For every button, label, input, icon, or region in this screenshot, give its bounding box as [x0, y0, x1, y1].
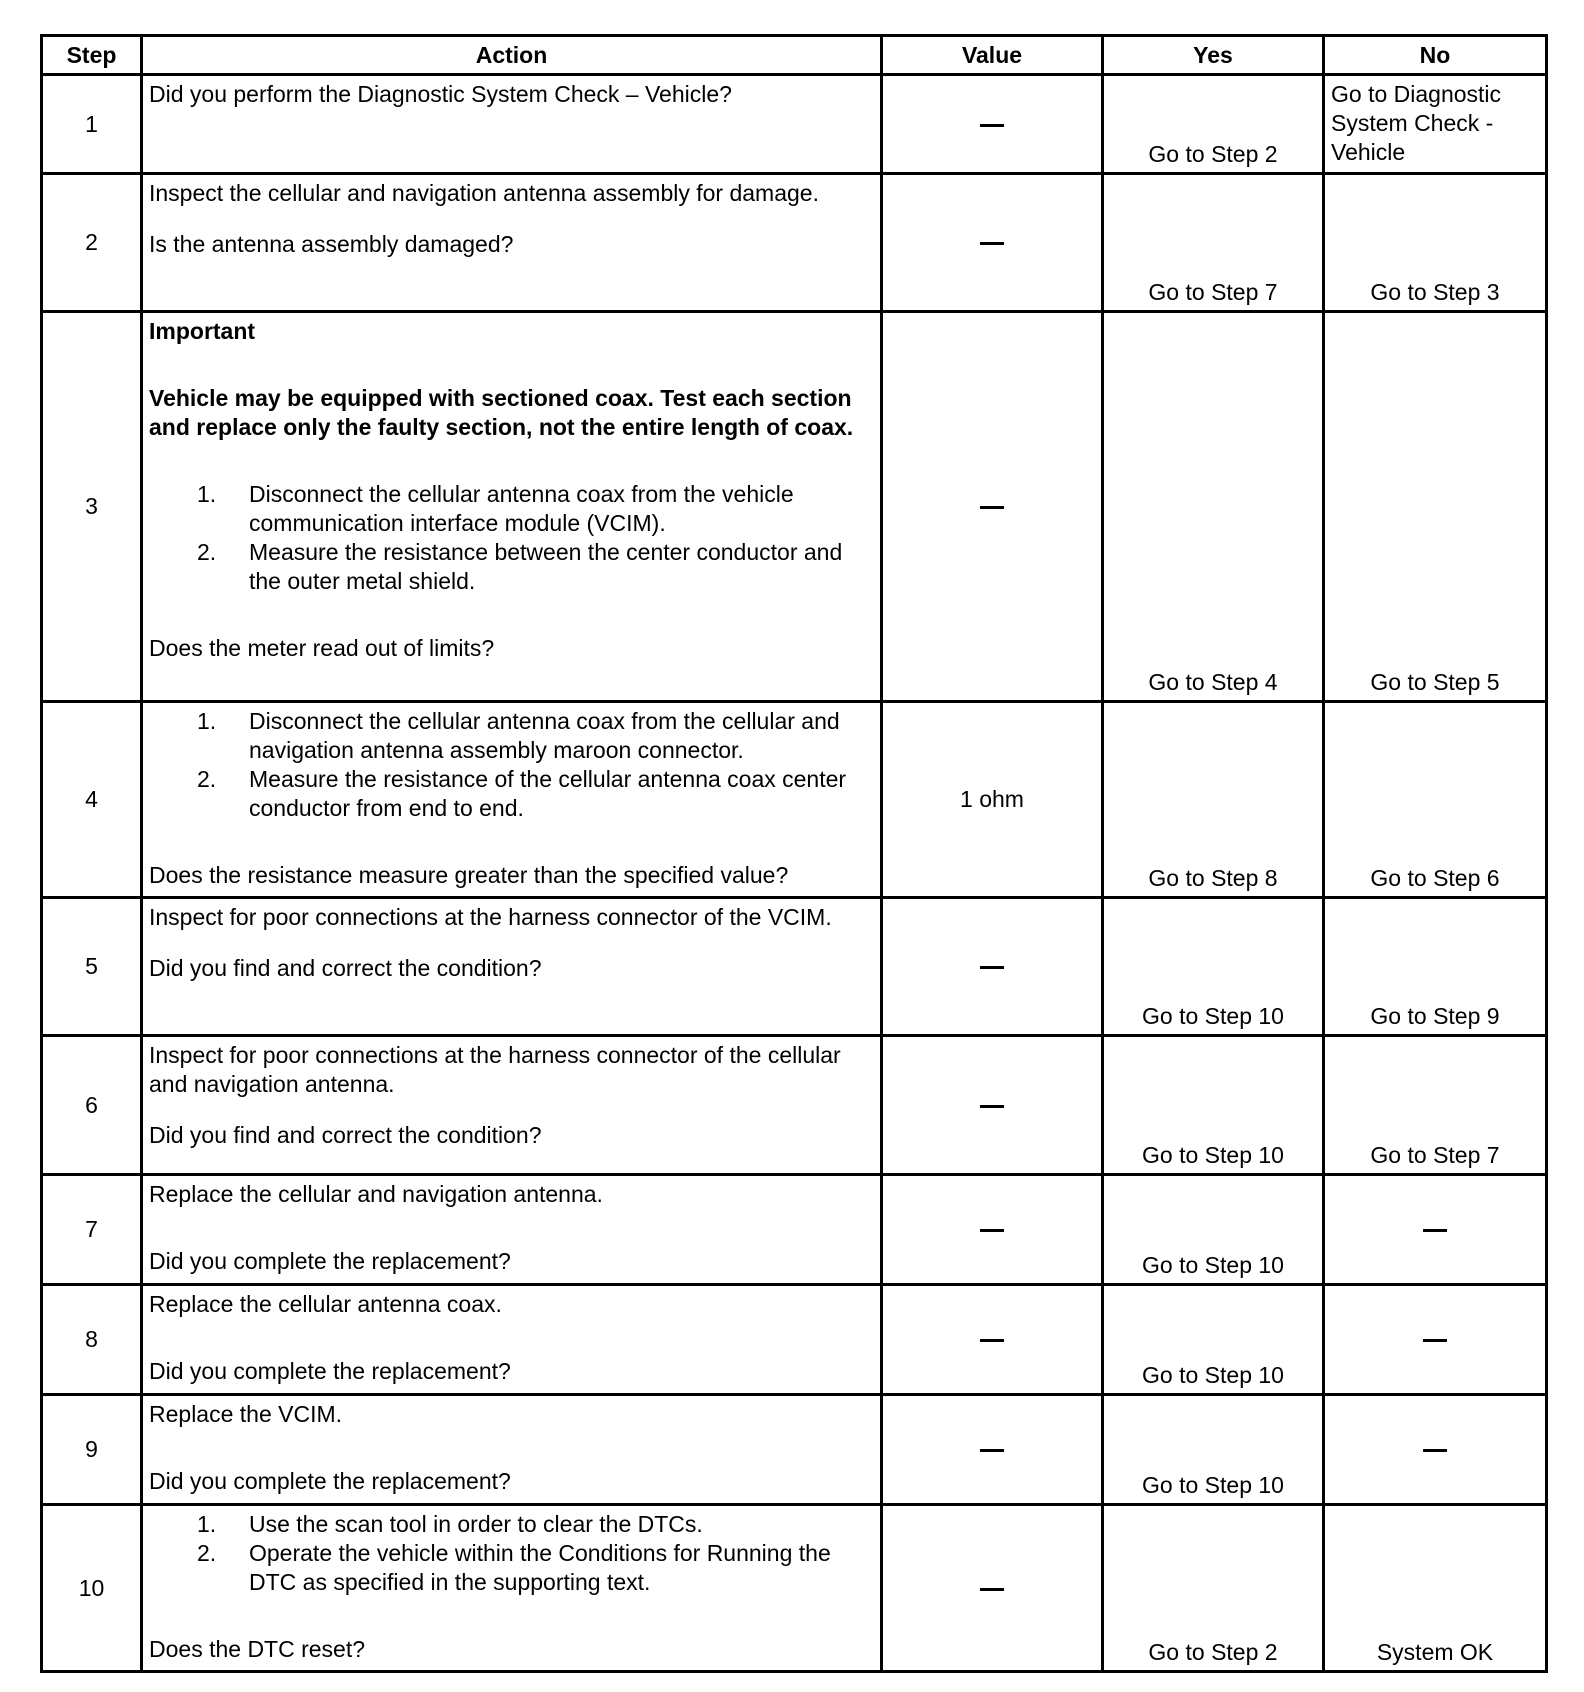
- no-cell: Go to Step 5: [1324, 312, 1547, 702]
- no-cell: Go to Diagnostic System Check - Vehicle: [1324, 75, 1547, 174]
- action-question: Did you find and correct the condition?: [149, 955, 542, 981]
- step-number: 9: [42, 1395, 142, 1505]
- action-question: Does the meter read out of limits?: [149, 635, 495, 661]
- step-number: 7: [42, 1175, 142, 1285]
- action-cell: [142, 75, 882, 174]
- header-step: Step: [42, 36, 142, 75]
- list-item: [149, 538, 874, 596]
- action-text: Replace the cellular and navigation antenna.: [149, 1181, 603, 1207]
- yes-cell: Go to Step 10: [1103, 1285, 1324, 1395]
- substep-text: Operate the vehicle within the Conditions for Running the DTC as specified in the supporting text.: [249, 1540, 831, 1595]
- yes-cell: Go to Step 10: [1103, 1036, 1324, 1175]
- substep-text: Use the scan tool in order to clear the DTCs.: [249, 1511, 703, 1537]
- no-cell: Go to Step 3: [1324, 174, 1547, 312]
- substep-text: Measure the resistance of the cellular antenna coax center conductor from end to end.: [249, 766, 847, 821]
- step-number: 5: [42, 898, 142, 1036]
- no-cell: Go to Step 7: [1324, 1036, 1547, 1175]
- substep-number: 1.: [197, 1511, 217, 1537]
- step-number: 6: [42, 1036, 142, 1175]
- table-row: [42, 1175, 1547, 1285]
- dash-mark: [980, 1105, 1004, 1108]
- action-cell: [142, 898, 882, 1036]
- header-row: [42, 36, 1547, 75]
- yes-cell: Go to Step 10: [1103, 898, 1324, 1036]
- action-question: Does the DTC reset?: [149, 1636, 366, 1662]
- table-row: [42, 1036, 1547, 1175]
- list-item: [149, 765, 874, 823]
- substep-text: Disconnect the cellular antenna coax from the cellular and navigation antenna assembly maroon connector.: [249, 708, 840, 763]
- action-text: Replace the VCIM.: [149, 1401, 343, 1427]
- yes-cell: Go to Step 8: [1103, 702, 1324, 898]
- no-cell: [1324, 1395, 1547, 1505]
- value-cell: [882, 1395, 1103, 1505]
- value-cell: [882, 1505, 1103, 1672]
- substep-list: [149, 1510, 874, 1597]
- header-no: No: [1324, 36, 1547, 75]
- substep-number: 1.: [197, 708, 217, 734]
- step-number: 3: [42, 312, 142, 702]
- action-question: Did you complete the replacement?: [149, 1468, 511, 1494]
- list-item: [149, 1510, 874, 1539]
- yes-cell: Go to Step 2: [1103, 1505, 1324, 1672]
- no-cell: [1324, 1175, 1547, 1285]
- action-question: Does the resistance measure greater than the specified value?: [149, 862, 789, 888]
- dash-mark: [1423, 1339, 1447, 1342]
- yes-cell: Go to Step 10: [1103, 1395, 1324, 1505]
- action-text: Did you perform the Diagnostic System Check – Vehicle?: [149, 81, 732, 107]
- table-row: [42, 1395, 1547, 1505]
- action-text: Inspect for poor connections at the harness connector of the VCIM.: [149, 904, 832, 930]
- action-cell: [142, 1175, 882, 1285]
- substep-number: 1.: [197, 481, 217, 507]
- yes-cell: Go to Step 10: [1103, 1175, 1324, 1285]
- substep-list: [149, 707, 874, 823]
- step-number: 4: [42, 702, 142, 898]
- action-question: Is the antenna assembly damaged?: [149, 231, 514, 257]
- value-cell: 1 ohm: [882, 702, 1103, 898]
- step-number: 1: [42, 75, 142, 174]
- action-question: Did you find and correct the condition?: [149, 1122, 542, 1148]
- value-cell: [882, 898, 1103, 1036]
- table-row: [42, 1505, 1547, 1672]
- header-action: Action: [142, 36, 882, 75]
- substep-text: Disconnect the cellular antenna coax from the vehicle communication interface module (VCIM).: [249, 481, 794, 536]
- action-question: Did you complete the replacement?: [149, 1248, 511, 1274]
- action-text: Replace the cellular antenna coax.: [149, 1291, 502, 1317]
- action-cell: [142, 1395, 882, 1505]
- substep-number: 2.: [197, 539, 217, 565]
- value-cell: [882, 75, 1103, 174]
- table-row: [42, 174, 1547, 312]
- header-yes: Yes: [1103, 36, 1324, 75]
- step-number: 2: [42, 174, 142, 312]
- no-cell: Go to Step 9: [1324, 898, 1547, 1036]
- yes-cell: Go to Step 2: [1103, 75, 1324, 174]
- dash-mark: [1423, 1229, 1447, 1232]
- substep-number: 2.: [197, 766, 217, 792]
- action-cell: [142, 1505, 882, 1672]
- action-cell: [142, 312, 882, 702]
- dash-mark: [980, 1449, 1004, 1452]
- table-row: [42, 1285, 1547, 1395]
- yes-cell: Go to Step 7: [1103, 174, 1324, 312]
- table-row: [42, 898, 1547, 1036]
- dash-mark: [980, 124, 1004, 127]
- dash-mark: [980, 242, 1004, 245]
- step-number: 10: [42, 1505, 142, 1672]
- step-number: 8: [42, 1285, 142, 1395]
- action-cell: [142, 702, 882, 898]
- action-question: Did you complete the replacement?: [149, 1358, 511, 1384]
- value-cell: [882, 1036, 1103, 1175]
- no-cell: Go to Step 6: [1324, 702, 1547, 898]
- important-text: Vehicle may be equipped with sectioned coax. Test each section and replace only the faulty section, not the entire length of coax.: [149, 385, 854, 440]
- list-item: [149, 480, 874, 538]
- value-cell: [882, 1175, 1103, 1285]
- substep-text: Measure the resistance between the center conductor and the outer metal shield.: [249, 539, 843, 594]
- substep-list: [149, 480, 874, 596]
- value-cell: [882, 174, 1103, 312]
- action-cell: [142, 1036, 882, 1175]
- important-label: Important: [149, 318, 256, 344]
- dash-mark: [1423, 1449, 1447, 1452]
- table-row: [42, 312, 1547, 702]
- dash-mark: [980, 1229, 1004, 1232]
- table-row: [42, 75, 1547, 174]
- diagnostic-table: [40, 34, 1548, 1673]
- action-cell: [142, 174, 882, 312]
- header-value: Value: [882, 36, 1103, 75]
- no-cell: [1324, 1285, 1547, 1395]
- dash-mark: [980, 966, 1004, 969]
- value-cell: [882, 1285, 1103, 1395]
- no-cell: System OK: [1324, 1505, 1547, 1672]
- action-text: Inspect for poor connections at the harness connector of the cellular and navigation antenna.: [149, 1042, 841, 1097]
- value-cell: [882, 312, 1103, 702]
- dash-mark: [980, 1339, 1004, 1342]
- substep-number: 2.: [197, 1540, 217, 1566]
- dash-mark: [980, 506, 1004, 509]
- action-text: Inspect the cellular and navigation antenna assembly for damage.: [149, 180, 819, 206]
- list-item: [149, 1539, 874, 1597]
- table-row: [42, 702, 1547, 898]
- yes-cell: Go to Step 4: [1103, 312, 1324, 702]
- dash-mark: [980, 1588, 1004, 1591]
- list-item: [149, 707, 874, 765]
- action-cell: [142, 1285, 882, 1395]
